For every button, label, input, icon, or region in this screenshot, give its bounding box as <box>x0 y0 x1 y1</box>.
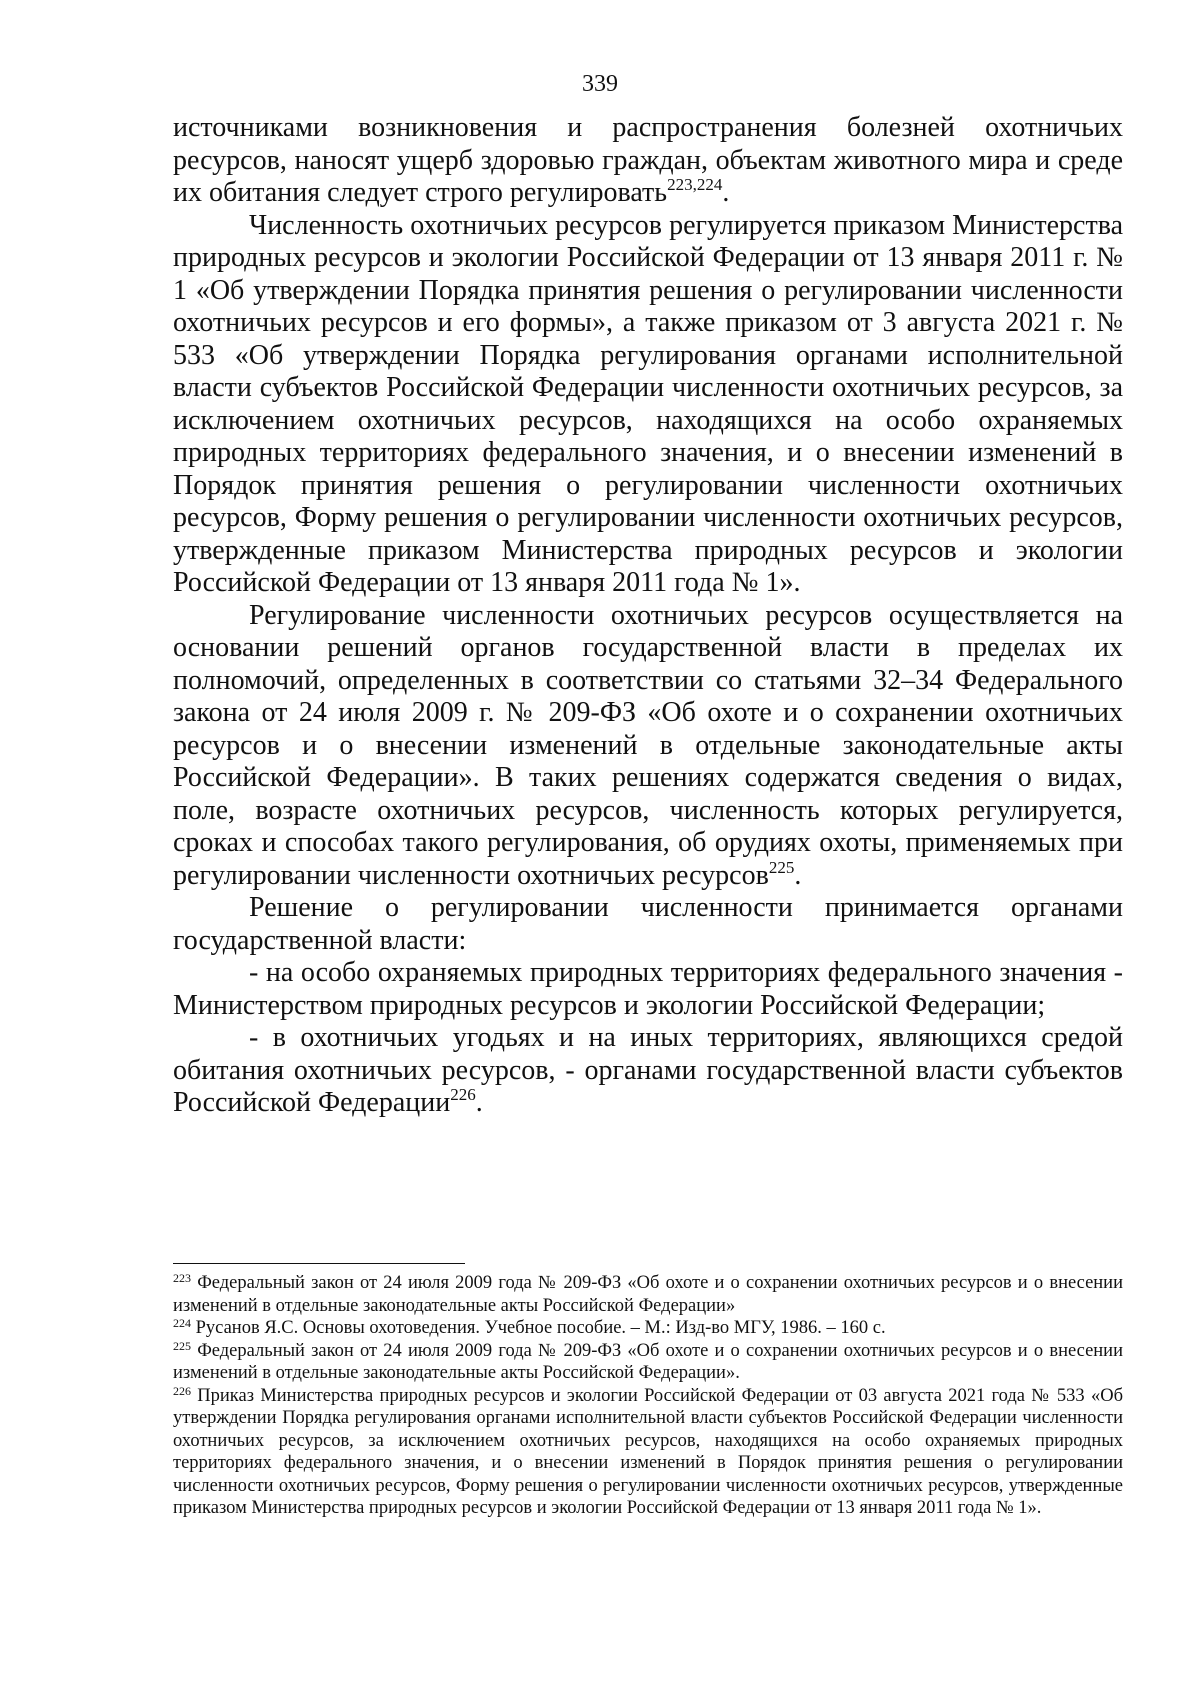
paragraph-text: Численность охотничьих ресурсов регулируется приказом Министерства природных ресурсов и экологии Российской Федерации от 13 января 2011 г. № 1 «Об утверждении Порядка принятия решения о регулировании численности охотничьих ресурсов и его формы», а также приказом от 3 августа 2021 г. № 533 «Об утверждении Порядка регулирования органами исполнительной власти субъектов Российской Федерации численности охотничьих ресурсов, за исключением охотничьих ресурсов, находящихся на особо охраняемых природных территориях федерального значения, и о внесении изменений в Порядок принятия решения о регулировании численности охотничьих ресурсов, Форму решения о регулировании численности охотничьих ресурсов, утвержденные приказом Министерства природных ресурсов и экологии Российской Федерации от 13 января 2011 года № 1». <box>173 209 1123 598</box>
list-item-1 <box>173 957 1123 1022</box>
paragraph-4 <box>173 892 1123 957</box>
paragraph-text: - в охотничьих угодьях и на иных территориях, являющихся средой обитания охотничьих ресурсов, - органами государственной власти субъектов Российской Федерации <box>173 1022 1123 1118</box>
paragraph-2 <box>173 210 1123 600</box>
footnote-223 <box>173 1272 1123 1317</box>
body-text <box>173 112 1123 1120</box>
footnote-number: 225 <box>173 1338 191 1353</box>
footnote-224 <box>173 1317 1123 1340</box>
paragraph-text: - на особо охраняемых природных территориях федерального значения - Министерством природных ресурсов и экологии Российской Федерации; <box>173 957 1123 1021</box>
paragraph-text: Регулирование численности охотничьих ресурсов осуществляется на основании решений органов государственной власти в пределах их полномочий, определенных в соответствии со статьями 32–34 Федерального закона от 24 июля 2009 г. № 209-ФЗ «Об охоте и о сохранении охотничьих ресурсов и о внесении изменений в отдельные законодательные акты Российской Федерации». В таких решениях содержатся сведения о видах, поле, возрасте охотничьих ресурсов, численность которых регулируется, сроках и способах такого регулирования, об орудиях охоты, применяемых при регулировании численности охотничьих ресурсов <box>173 599 1123 891</box>
paragraph-end: . <box>794 859 802 891</box>
paragraph-text: Решение о регулировании численности принимается органами государственной власти: <box>173 892 1123 956</box>
footnote-ref: 225 <box>768 857 795 877</box>
list-item-2 <box>173 1022 1123 1120</box>
paragraph-3 <box>173 600 1123 893</box>
paragraph-text: источниками возникновения и распространения болезней охотничьих ресурсов, наносят ущерб здоровью граждан, объектам животного мира и среде их обитания следует строго регулировать <box>173 112 1123 208</box>
footnote-number: 224 <box>173 1316 191 1330</box>
footnote-number: 226 <box>173 1383 191 1398</box>
footnote-ref: 223,224 <box>667 175 723 194</box>
footnotes <box>173 1272 1123 1520</box>
footnote-text: Федеральный закон от 24 июля 2009 года № 209-ФЗ «Об охоте и о сохранении охотничьих ресурсов и о внесении изменений в отдельные законодательные акты Российской Федерации». <box>173 1340 1123 1383</box>
footnote-text: Приказ Министерства природных ресурсов и экологии Российской Федерации от 03 августа 2021 года № 533 «Об утверждении Порядка регулирования органами исполнительной власти субъектов Российской Федерации численности охотничьих ресурсов, за исключением охотничьих ресурсов, находящихся на особо охраняемых природных территориях федерального значения, и о внесении изменений в Порядок принятия решения о регулировании численности охотничьих ресурсов, Форму решения о регулировании численности охотничьих ресурсов, утвержденные приказом Министерства природных ресурсов и экологии Российской Федерации от 13 января 2011 года № 1». <box>173 1385 1123 1518</box>
footnote-number: 223 <box>173 1271 191 1285</box>
page-number: 339 <box>582 71 618 97</box>
footnote-text: Федеральный закон от 24 июля 2009 года № 209-ФЗ «Об охоте и о сохранении охотничьих ресурсов и о внесении изменений в отдельные законодательные акты Российской Федерации» <box>173 1273 1123 1316</box>
paragraph-1 <box>173 112 1123 210</box>
footnote-226 <box>173 1385 1123 1520</box>
footnote-225 <box>173 1340 1123 1385</box>
paragraph-end: . <box>722 177 730 208</box>
footnote-text: Русанов Я.С. Основы охотоведения. Учебное пособие. – М.: Изд-во МГУ, 1986. – 160 с. <box>191 1318 886 1338</box>
footnote-ref: 226 <box>450 1085 476 1104</box>
paragraph-end: . <box>475 1087 483 1118</box>
footnote-separator <box>173 1263 465 1264</box>
